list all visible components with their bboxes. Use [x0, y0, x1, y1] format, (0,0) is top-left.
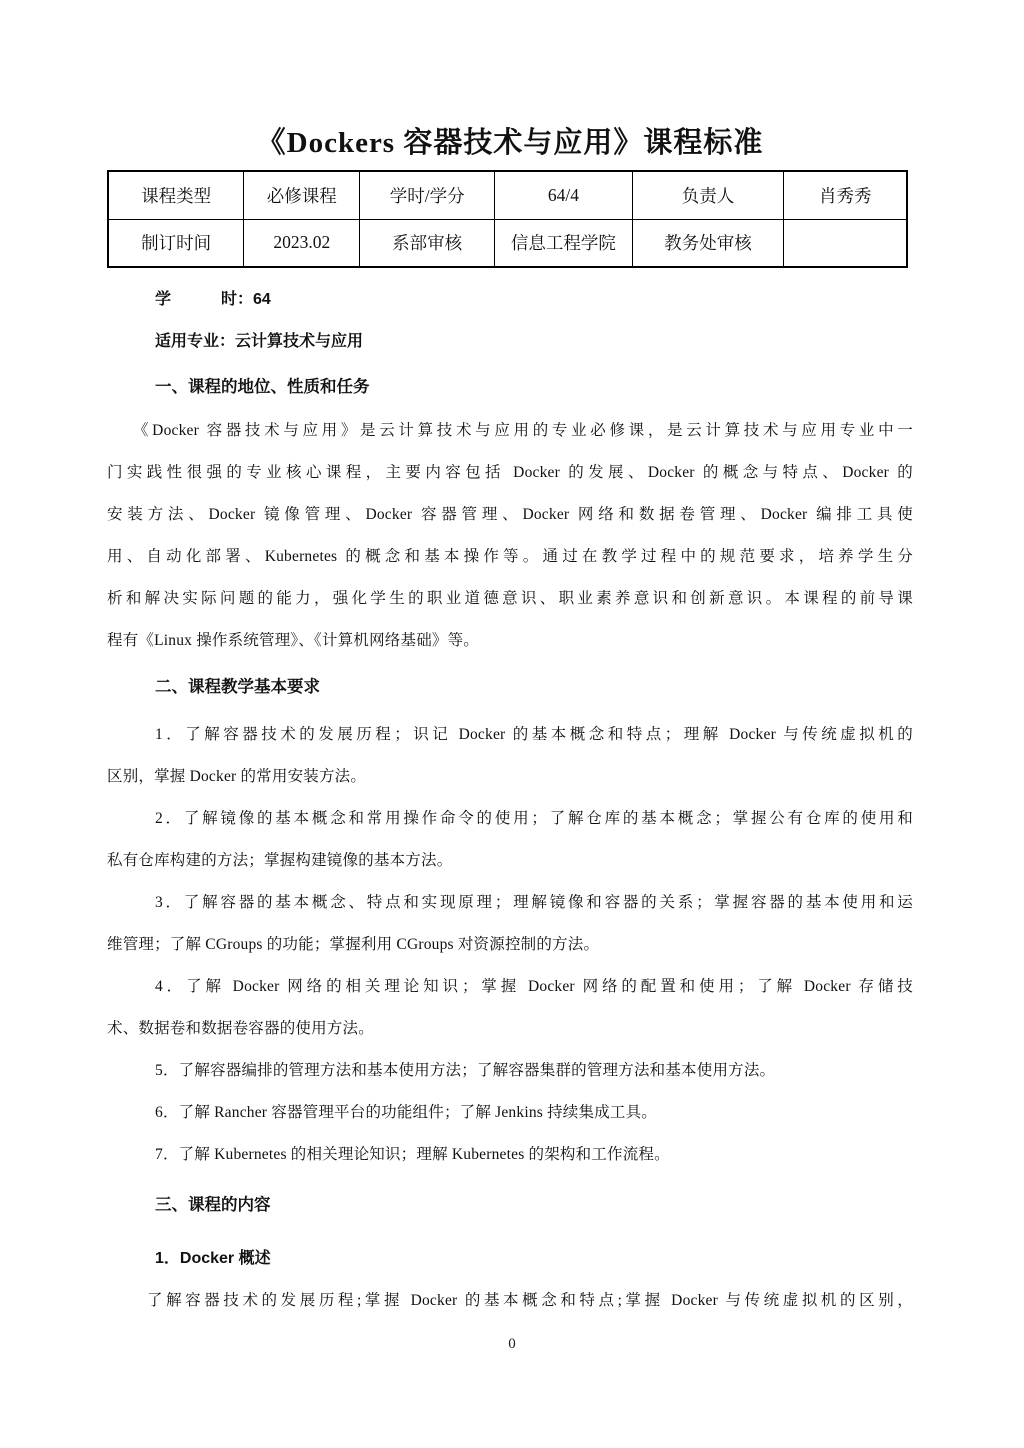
table-cell: 肖秀秀 — [784, 171, 907, 219]
table-row — [108, 171, 907, 219]
table-cell — [784, 219, 907, 267]
table-cell: 制订时间 — [108, 219, 244, 267]
table-cell: 信息工程学院 — [495, 219, 632, 267]
course-info-table — [107, 170, 908, 268]
text-line: 1．了解容器技术的发展历程；识记 Docker 的基本概念和特点；理解 Docker 与传统虚拟机的 — [155, 726, 913, 743]
text-line: 4．了解 Docker 网络的相关理论知识；掌握 Docker 网络的配置和使用；了解 Docker 存储技 — [155, 978, 913, 995]
text-line: 6．了解 Rancher 容器管理平台的功能组件；了解 Jenkins 持续集成工具。 — [155, 1104, 657, 1121]
document-content — [0, 124, 1024, 1322]
text-line: 《Docker 容器技术与应用》是云计算技术与应用的专业必修课，是云计算技术与应用专业中一 — [133, 422, 913, 439]
paragraph-course-position — [107, 410, 913, 662]
text-line: 维管理；了解 CGroups 的功能；掌握利用 CGroups 对资源控制的方法。 — [107, 936, 600, 953]
table-row — [108, 219, 907, 267]
text-line: 了解容器技术的发展历程;掌握 Docker 的基本概念和特点;掌握 Docker 与传统虚拟机的区别， — [147, 1292, 913, 1309]
text-line: 门实践性很强的专业核心课程，主要内容包括 Docker 的发展、Docker 的概念与特点、Docker 的 — [107, 464, 913, 481]
heading-docker-overview: 1．Docker 概述 — [155, 1250, 271, 1267]
hours-value: 时：64 — [221, 291, 271, 308]
heading-section-1-position: 一、课程的地位、性质和任务 — [155, 378, 370, 396]
text-line: 3．了解容器的基本概念、特点和实现原理；理解镜像和容器的关系；掌握容器的基本使用和运 — [155, 894, 913, 911]
applicable-major-line: 适用专业：云计算技术与应用 — [155, 333, 364, 350]
table-cell: 2023.02 — [244, 219, 360, 267]
hours-line — [155, 290, 913, 310]
text-line: 私有仓库构建的方法；掌握构建镜像的基本方法。 — [107, 852, 453, 869]
text-line: 5．了解容器编排的管理方法和基本使用方法；了解容器集群的管理方法和基本使用方法。 — [155, 1062, 776, 1079]
course-info-table-body — [108, 171, 907, 267]
table-cell: 必修课程 — [244, 171, 360, 219]
text-line: 用、自动化部署、Kubernetes 的概念和基本操作等。通过在教学过程中的规范要求，培养学生分 — [107, 548, 913, 565]
text-line: 区别，掌握 Docker 的常用安装方法。 — [107, 768, 367, 785]
table-cell: 教务处审核 — [632, 219, 784, 267]
table-cell: 课程类型 — [108, 171, 244, 219]
heading-section-2-requirements: 二、课程教学基本要求 — [155, 678, 320, 696]
hours-label: 学 — [155, 291, 172, 308]
page-title: 《Dockers 容器技术与应用》课程标准 — [256, 127, 764, 159]
requirements-list — [107, 714, 913, 1176]
page-number: 0 — [508, 1336, 516, 1352]
table-cell: 64/4 — [495, 171, 632, 219]
table-cell: 系部审核 — [360, 219, 495, 267]
table-cell: 负责人 — [632, 171, 784, 219]
text-line: 安装方法、Docker 镜像管理、Docker 容器管理、Docker 网络和数据卷管理、Docker 编排工具使 — [107, 506, 913, 523]
text-line: 程有《Linux 操作系统管理》、《计算机网络基础》等。 — [107, 632, 480, 649]
paragraph-docker-overview — [107, 1280, 913, 1322]
text-line: 术、数据卷和数据卷容器的使用方法。 — [107, 1020, 374, 1037]
table-cell: 学时/学分 — [360, 171, 495, 219]
text-line: 析和解决实际问题的能力，强化学生的职业道德意识、职业素养意识和创新意识。本课程的前导课 — [107, 590, 913, 607]
text-line: 7．了解 Kubernetes 的相关理论知识；理解 Kubernetes 的架构和工作流程。 — [155, 1146, 670, 1163]
heading-section-3-content: 三、课程的内容 — [155, 1196, 271, 1214]
text-line: 2．了解镜像的基本概念和常用操作命令的使用；了解仓库的基本概念；掌握公有仓库的使用和 — [155, 810, 913, 827]
